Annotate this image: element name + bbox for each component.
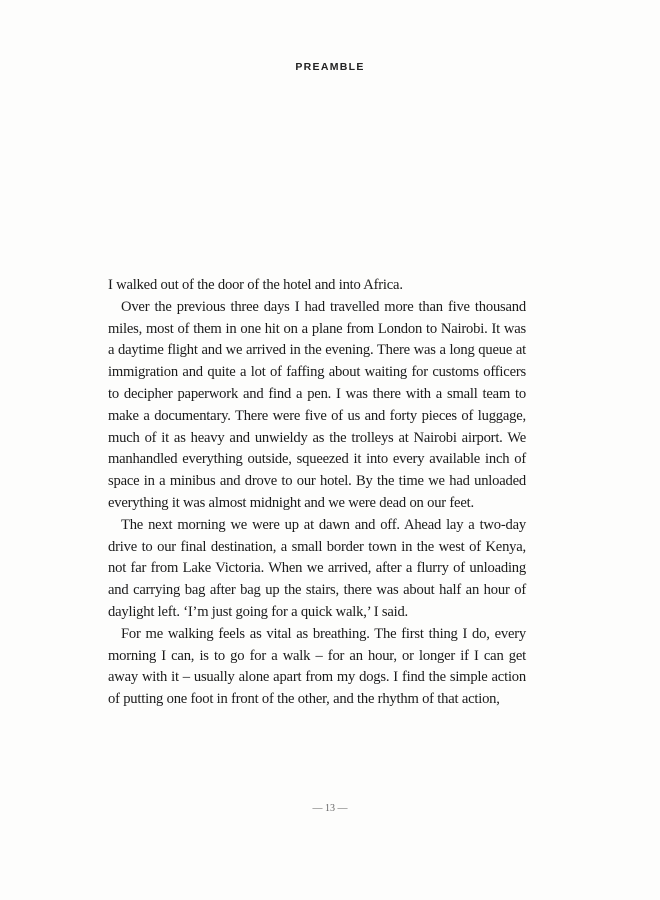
page-number: — 13 —	[312, 803, 348, 814]
running-head: PREAMBLE	[295, 61, 365, 73]
paragraph: Over the previous three days I had travelled more than five thousand miles, most of them in one hit on a plane from London to Nairobi. It was a daytime flight and we arrived in the evening. There was a long queue at immigration and quite a lot of faffing about waiting for customs officers to decipher paperwork and find a pen. I was there with a small team to make a documentary. There were five of us and forty pieces of luggage, much of it as heavy and unwieldy as the trolleys at Nairobi airport. We manhandled everything outside, squeezed it into every available inch of space in a minibus and drove to our hotel. By the time we had unloaded everything it was almost midnight and we were dead on our feet.	[108, 298, 526, 511]
body-text	[108, 275, 526, 711]
paragraph: For me walking feels as vital as breathing. The first thing I do, every morning I can, is to go for a walk – for an hour, or longer if I can get away with it – usually alone apart from my dogs. I find the simple action of putting one foot in front of the other, and the rhythm of that action,	[108, 625, 526, 708]
paragraph: The next morning we were up at dawn and off. Ahead lay a two-day drive to our final destination, a small border town in the west of Kenya, not far from Lake Victoria. When we arrived, after a flurry of unloading and carrying bag after bag up the stairs, there was about half an hour of daylight left. ‘I’m just going for a quick walk,’ I said.	[108, 516, 526, 620]
paragraph: I walked out of the door of the hotel and into Africa.	[108, 277, 403, 293]
